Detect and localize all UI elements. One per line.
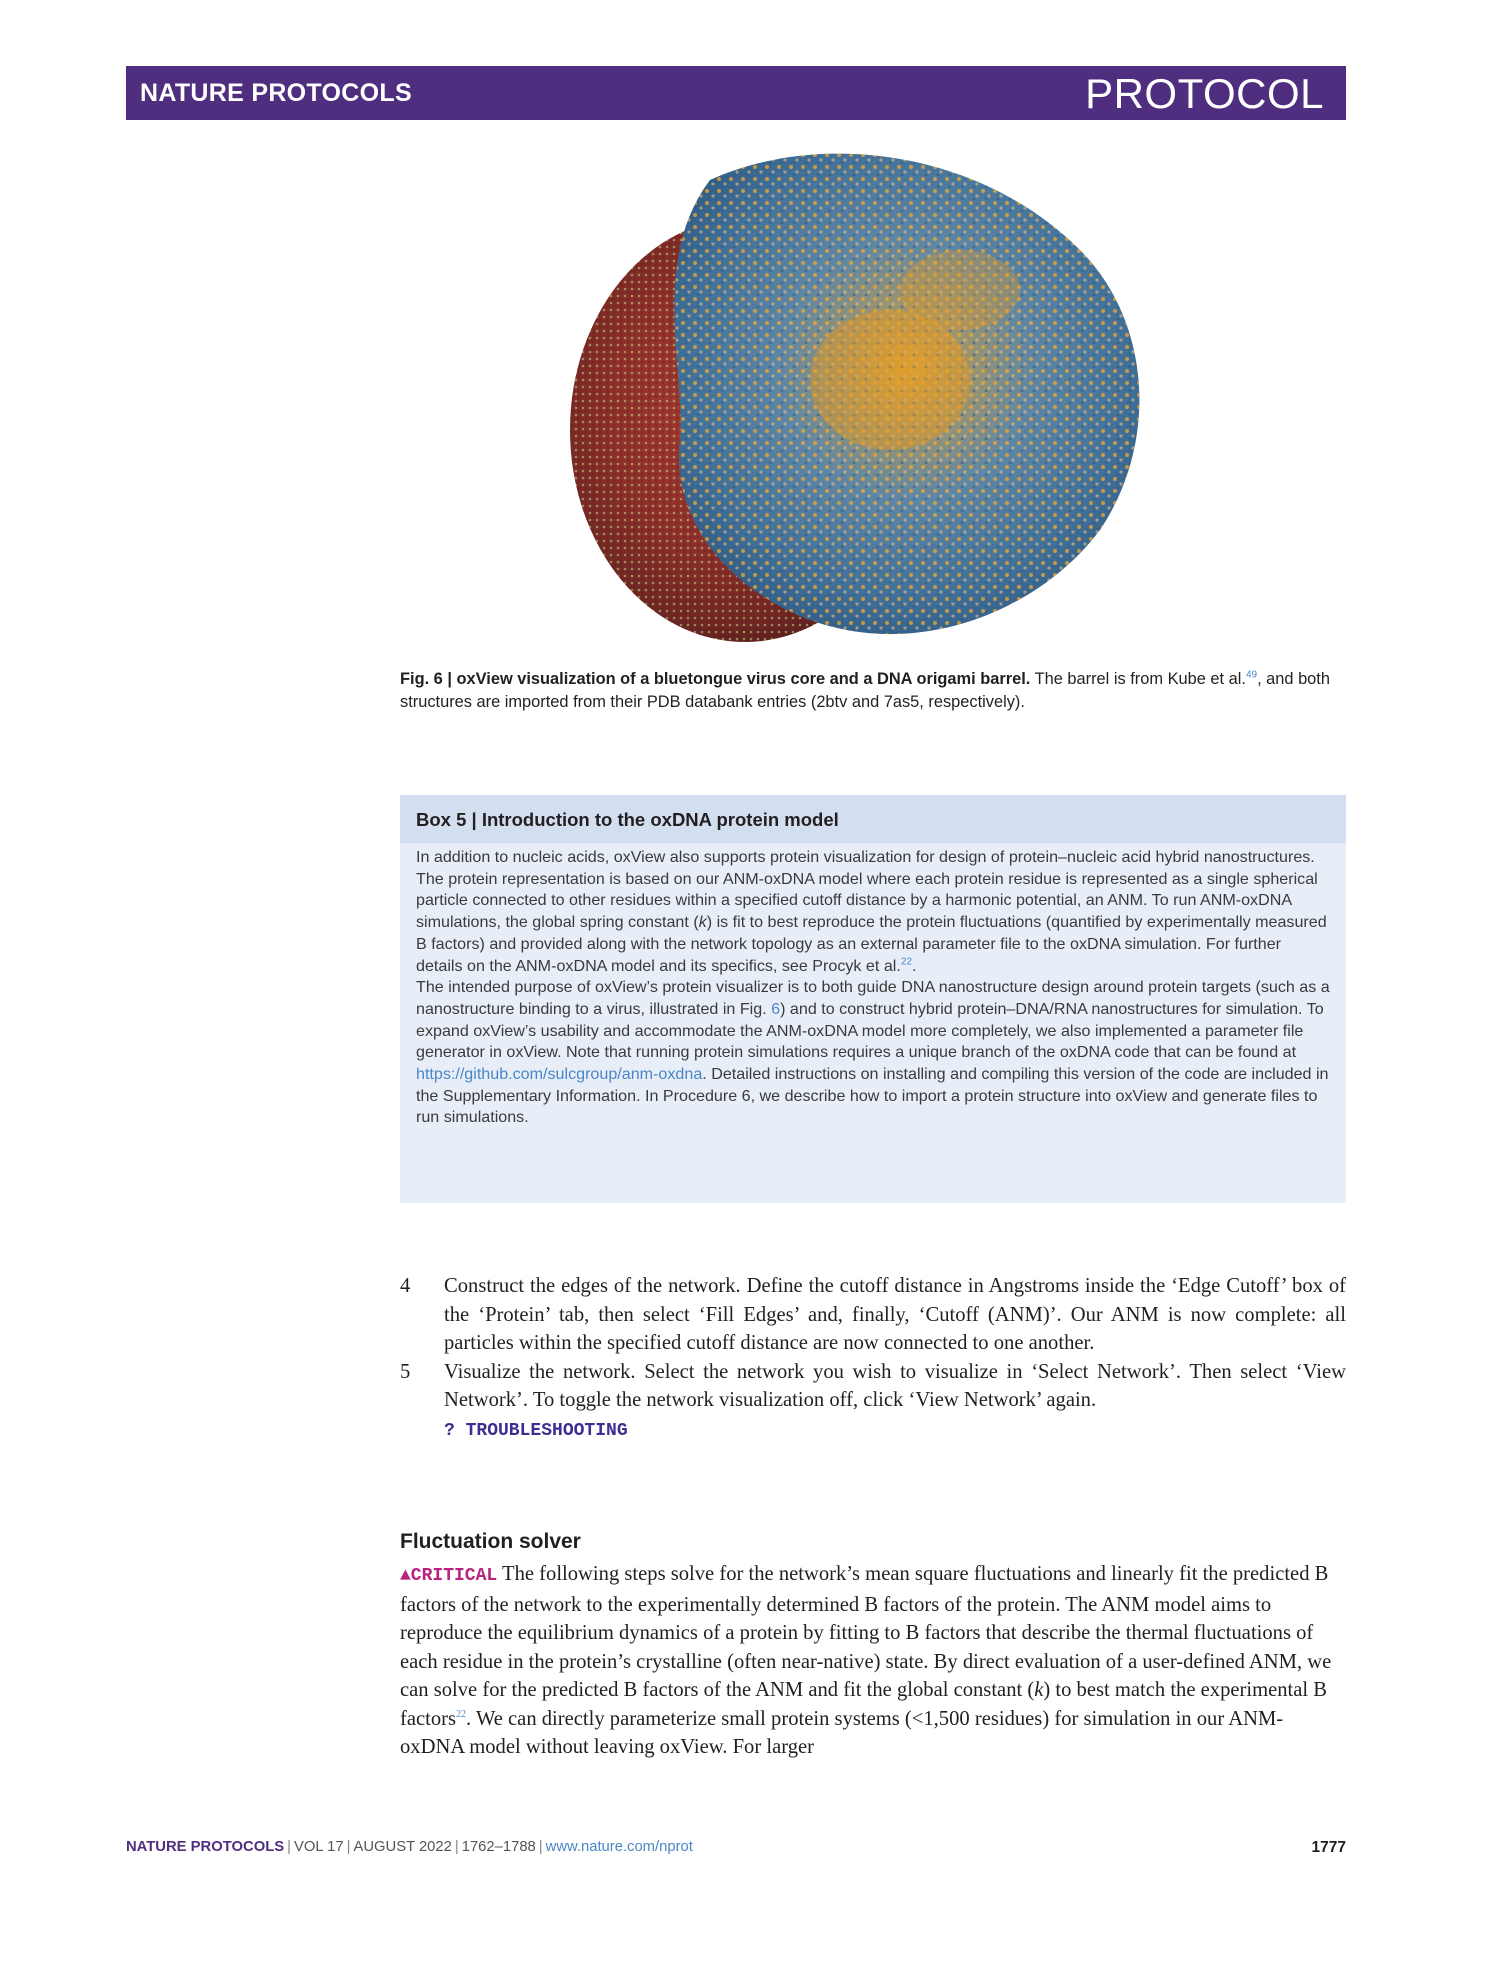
caption-text: , and both structures are imported from their PDB databank entries (2btv and 7as5, respectively). — [400, 670, 1330, 711]
figure-caption — [400, 668, 1346, 714]
virus-and-barrel-render — [560, 140, 1200, 660]
troubleshooting-link[interactable]: ? TROUBLESHOOTING — [444, 1420, 628, 1441]
page-number: 1777 — [1311, 1839, 1346, 1856]
github-link[interactable]: https://github.com/sulcgroup/anm-oxdna — [416, 1065, 703, 1084]
page-footer: NATURE PROTOCOLS | VOL 17 | AUGUST 2022 | 1762–1788 | www.nature.com/nprot 1777 — [126, 1839, 1346, 1856]
journal-header-bar — [126, 66, 1346, 120]
figure-6-image — [560, 140, 1200, 660]
footer-volume: VOL 17 — [293, 1839, 344, 1855]
box-paragraph: The intended purpose of oxView’s protein visualizer is to both guide DNA nanostructure design around protein targets (such as a nanostructure binding to a virus, illustrated in Fig. 6) and to construct hybrid protein–DNA/RNA nanostructures for simulation. To expand oxView’s usability and accommodate the ANM-oxDNA model more completely, we also implemented a parameter file generator in oxView. Note that running protein simulations requires a unique branch of the oxDNA code that can be found at https://github.com/sulcgroup/anm-oxdna. Detailed instructions on installing and compiling this version of the code are included in the Supplementary Information. In Procedure 6, we describe how to import a protein structure into oxView and generate files to run simulations. — [416, 978, 1330, 1127]
box-body — [400, 843, 1346, 1129]
box-5 — [400, 795, 1346, 1203]
figure-title: oxView visualization of a bluetongue virus core and a DNA origami barrel. — [456, 670, 1031, 688]
footer-journal: NATURE PROTOCOLS — [126, 1839, 285, 1855]
box-paragraph: In addition to nucleic acids, oxView also supports protein visualization for design of protein–nucleic acid hybrid nanostructures. The protein representation is based on our ANM-oxDNA model where each protein residue is represented as a single spherical particle connected to other residues within a specified cutoff distance by a harmonic potential, an ANM. To run ANM-oxDNA simulations, the global spring constant (k) is fit to best reproduce the protein fluctuations (quantified by experimentally measured B factors) and provided along with the network topology as an external parameter file to the oxDNA simulation. For further details on the ANM-oxDNA model and its specifics, see Procyk et al.$^{22}$. — [416, 848, 1327, 975]
section-ref-link[interactable]: 22 — [456, 1708, 467, 1720]
critical-tag: ▲CRITICAL — [400, 1566, 498, 1586]
procedure-step — [400, 1358, 1346, 1446]
caption-ref-link[interactable]: 49 — [1245, 669, 1258, 681]
box-title: Box 5 | Introduction to the oxDNA protein model — [400, 795, 1346, 843]
journal-name: NATURE PROTOCOLS — [140, 79, 412, 107]
section-heading: Fluctuation solver — [400, 1530, 581, 1553]
caption-text: The barrel is from Kube et al. — [1030, 670, 1246, 688]
step-text: Visualize the network. Select the network you wish to visualize in ‘Select Network’. Then select ‘View Network’. To toggle the network visualization off, click ‘View Network’ again. — [444, 1360, 1346, 1411]
footer-url-link[interactable]: www.nature.com/nprot — [545, 1839, 693, 1855]
figure-ref-link[interactable]: 6 — [771, 999, 781, 1018]
step-number: 4 — [400, 1275, 411, 1297]
procedure-step — [400, 1272, 1346, 1358]
step-text: Construct the edges of the network. Define the cutoff distance in Angstroms inside the ‘Edge Cutoff’ box of the ‘Protein’ tab, then select ‘Fill Edges’ and, finally, ‘Cutoff (ANM)’. Our ANM is now complete: all particles within the specified cutoff distance are now connected to one another. — [444, 1275, 1346, 1354]
step-number: 5 — [400, 1360, 411, 1383]
critical-paragraph: ▲CRITICAL The following steps solve for the network’s mean square fluctuations and linearly fit the predicted B factors of the network to the experimentally determined B factors of the protein. The ANM model aims to reproduce the equilibrium dynamics of a protein by fitting to B factors that describe the thermal fluctuations of each residue in the protein’s crystalline (often near-native) state. By direct evaluation of a user-defined ANM, we can solve for the predicted B factors of the ANM and fit the global constant (k) to best match the experimental B factors$^{22}$. We can directly parameterize small protein systems (<1,500 residues) for simulation in our ANM-oxDNA model without leaving oxView. For larger — [400, 1563, 1332, 1758]
footer-pages: 1762–1788 — [461, 1839, 536, 1855]
box-ref-link[interactable]: 22 — [900, 956, 912, 968]
procedure-steps — [400, 1272, 1346, 1445]
figure-label: Fig. 6 | — [400, 670, 452, 688]
article-type: PROTOCOL — [1085, 70, 1324, 117]
footer-date: AUGUST 2022 — [353, 1839, 452, 1855]
